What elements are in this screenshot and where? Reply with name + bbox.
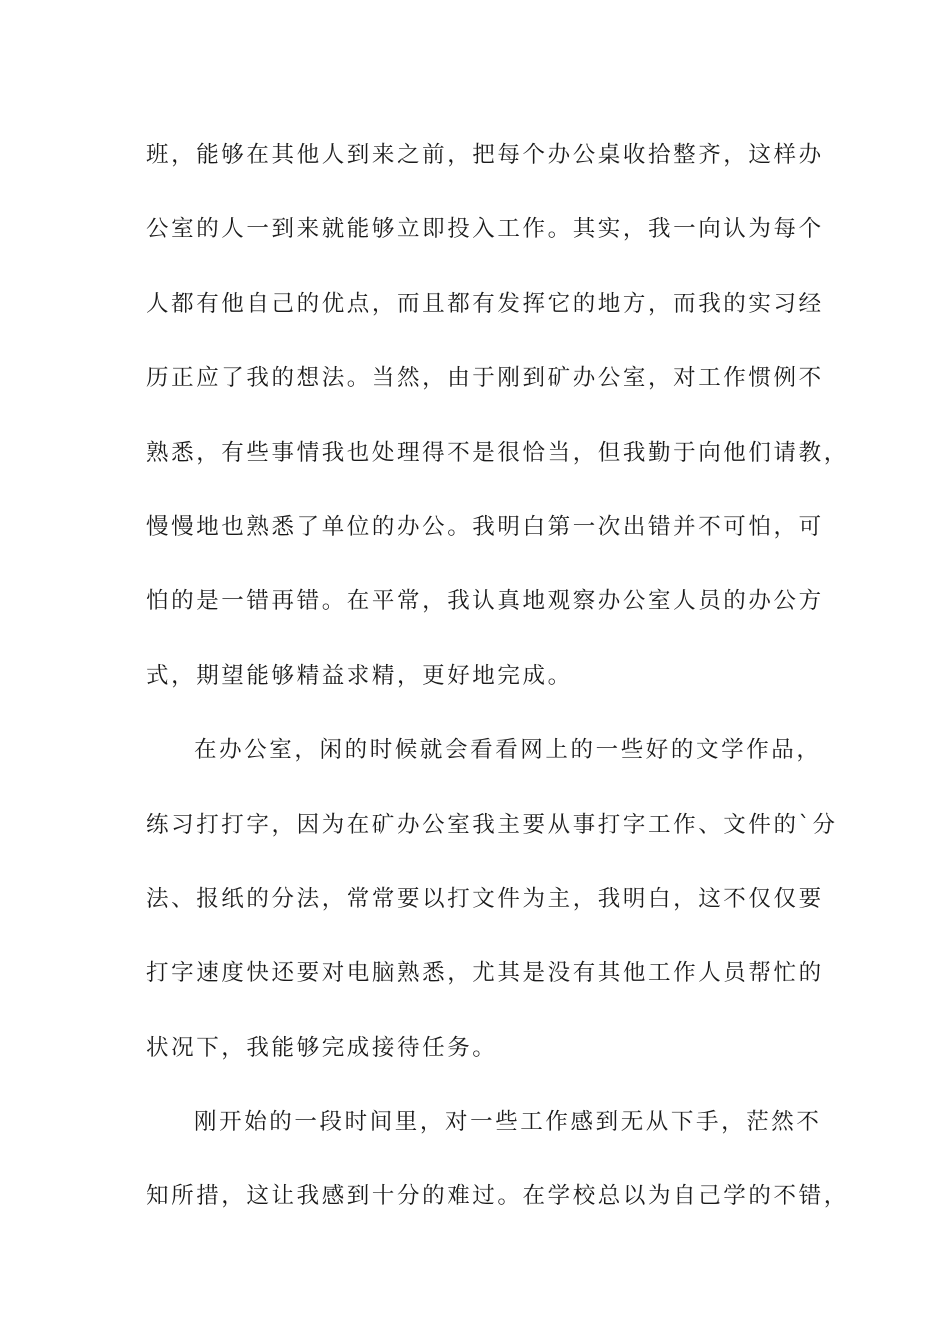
text-line: 慢慢地也熟悉了单位的办公。我明白第一次出错并不可怕，可 [146, 513, 824, 540]
document-body [146, 125, 849, 1241]
paragraph-first-line: 刚开始的一段时间里，对一些工作感到无从下手，茫然不 [194, 1109, 822, 1136]
paragraph-first-line: 在办公室，闲的时候就会看看网上的一些好的文学作品， [194, 737, 822, 764]
text-line: 公室的人一到来就能够立即投入工作。其实，我一向认为每个 [146, 216, 824, 243]
text-line: 怕的是一错再错。在平常，我认真地观察办公室人员的办公方 [146, 588, 824, 615]
text-line: 熟悉，有些事情我也处理得不是很恰当，但我勤于向他们请教， [146, 439, 849, 466]
text-line: 打字速度快还要对电脑熟悉，尤其是没有其他工作人员帮忙的 [146, 960, 824, 987]
text-line: 状况下，我能够完成接待任务。 [146, 1034, 498, 1061]
text-line: 人都有他自己的优点，而且都有发挥它的地方，而我的实习经 [146, 290, 824, 317]
text-line: 班，能够在其他人到来之前，把每个办公桌收拾整齐，这样办 [146, 142, 824, 168]
text-line: 知所措，这让我感到十分的难过。在学校总以为自己学的不错， [146, 1183, 849, 1210]
text-line: 式，期望能够精益求精，更好地完成。 [146, 662, 573, 689]
text-line: 历正应了我的想法。当然，由于刚到矿办公室，对工作惯例不 [146, 365, 824, 392]
text-line: 法、报纸的分法，常常要以打文件为主，我明白，这不仅仅要 [146, 885, 824, 912]
text-line: 练习打打字，因为在矿办公室我主要从事打字工作、文件的`分 [146, 811, 838, 838]
